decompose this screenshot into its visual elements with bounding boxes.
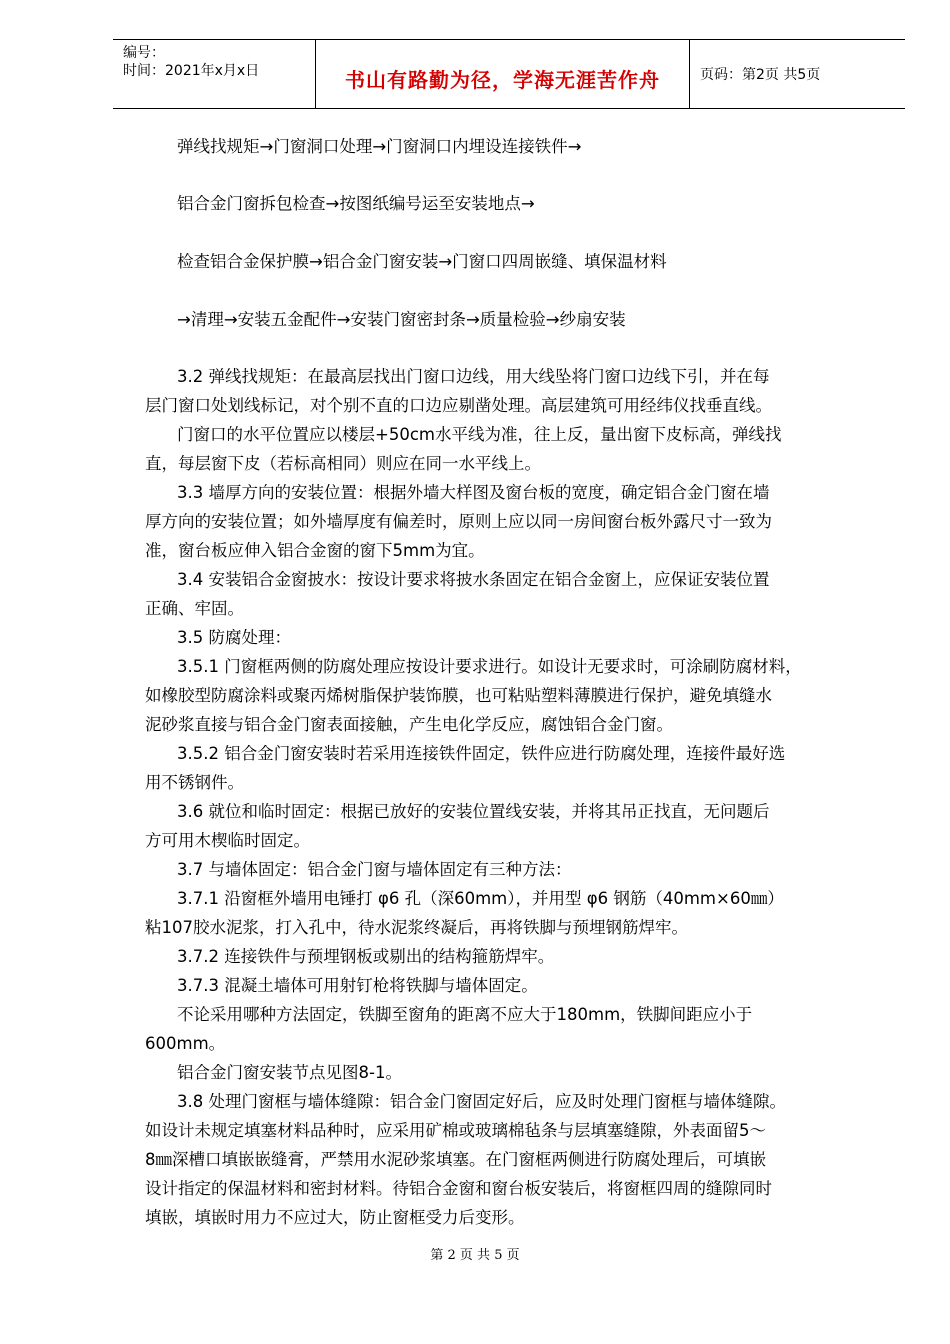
paragraph-line: 填嵌，填嵌时用力不应过大，防止窗框受力后变形。 bbox=[145, 1208, 525, 1227]
paragraph-line: 正确、牢固。 bbox=[145, 599, 244, 618]
paragraph-line: 厚方向的安装位置；如外墙厚度有偏差时，原则上应以同一房间窗台板外露尺寸一致为 bbox=[145, 512, 772, 531]
paragraph-line: 3.5.2 铝合金门窗安装时若采用连接铁件固定，铁件应进行防腐处理，连接件最好选 bbox=[177, 744, 786, 763]
process-line-3: 检查铝合金保护膜→铝合金门窗安装→门窗口四周嵌缝、填保温材料 bbox=[177, 252, 667, 271]
paragraph-line: 3.7 与墙体固定：铝合金门窗与墙体固定有三种方法： bbox=[177, 860, 572, 879]
paragraph-line: 准，窗台板应伸入铝合金窗的窗下5mm为宜。 bbox=[145, 541, 485, 560]
paragraph-line: 3.2 弹线找规矩：在最高层找出门窗口边线，用大线坠将门窗口边线下引，并在每 bbox=[177, 367, 770, 386]
document-number-label: 编号： bbox=[123, 45, 165, 61]
paragraph-line: 3.5.1 门窗框两侧的防腐处理应按设计要求进行。如设计无要求时，可涂刷防腐材料， bbox=[177, 657, 802, 676]
process-line-4: →清理→安装五金配件→安装门窗密封条→质量检验→纱扇安装 bbox=[177, 310, 626, 329]
header-page-label: 页码：第2页 共5页 bbox=[700, 67, 821, 83]
paragraph-line: 如设计未规定填塞材料品种时，应采用矿棉或玻璃棉毡条与层填塞缝隙，外表面留5～ bbox=[145, 1121, 766, 1140]
paragraph-line: 方可用木楔临时固定。 bbox=[145, 831, 310, 850]
process-line-2: 铝合金门窗拆包检查→按图纸编号运至安装地点→ bbox=[177, 194, 535, 213]
process-line-1: 弹线找规矩→门窗洞口处理→门窗洞口内埋设连接铁件→ bbox=[177, 137, 582, 156]
paragraph-line: 3.6 就位和临时固定：根据已放好的安装位置线安装，并将其吊正找直，无问题后 bbox=[177, 802, 770, 821]
paragraph-line: 3.7.2 连接铁件与预埋钢板或剔出的结构箍筋焊牢。 bbox=[177, 947, 555, 966]
page-footer: 第 2 页 共 5 页 bbox=[430, 1248, 520, 1263]
paragraph-line: 3.4 安装铝合金窗披水：按设计要求将披水条固定在铝合金窗上，应保证安装位置 bbox=[177, 570, 770, 589]
header-meta-cell bbox=[113, 40, 316, 108]
document-time-label: 时间：2021年x月x日 bbox=[123, 63, 260, 79]
paragraph-line: 设计指定的保温材料和密封材料。待铝合金窗和窗台板安装后，将窗框四周的缝隙同时 bbox=[145, 1179, 772, 1198]
paragraph-line: 3.7.1 沿窗框外墙用电锤打 φ6 孔（深60mm），并用型 φ6 钢筋（40mm×60㎜） bbox=[177, 889, 784, 908]
paragraph-line: 门窗口的水平位置应以楼层+50cm水平线为准，往上反，量出窗下皮标高，弹线找 bbox=[177, 425, 782, 444]
paragraph-line: 粘107胶水泥浆，打入孔中，待水泥浆终凝后，再将铁脚与预埋钢筋焊牢。 bbox=[145, 918, 688, 937]
paragraph-line: 用不锈钢件。 bbox=[145, 773, 244, 792]
paragraph-line: 600mm。 bbox=[145, 1034, 226, 1053]
paragraph-line: 3.7.3 混凝土墙体可用射钉枪将铁脚与墙体固定。 bbox=[177, 976, 538, 995]
header-motto-cell bbox=[316, 40, 690, 108]
paragraph-line: 直，每层窗下皮（若标高相同）则应在同一水平线上。 bbox=[145, 454, 541, 473]
paragraph-line: 层门窗口处划线标记，对个别不直的口边应剔凿处理。高层建筑可用经纬仪找垂直线。 bbox=[145, 396, 772, 415]
paragraph-line: 不论采用哪种方法固定，铁脚至窗角的距离不应大于180mm，铁脚间距应小于 bbox=[177, 1005, 753, 1024]
paragraph-line: 8㎜深槽口填嵌嵌缝膏，严禁用水泥砂浆填塞。在门窗框两侧进行防腐处理后，可填嵌 bbox=[145, 1150, 766, 1169]
paragraph-line: 3.3 墙厚方向的安装位置：根据外墙大样图及窗台板的宽度，确定铝合金门窗在墙 bbox=[177, 483, 770, 502]
paragraph-line: 泥砂浆直接与铝合金门窗表面接触，产生电化学反应，腐蚀铝合金门窗。 bbox=[145, 715, 673, 734]
header-motto: 书山有路勤为径，学海无涯苦作舟 bbox=[345, 68, 660, 92]
header-page-cell bbox=[690, 40, 905, 108]
paragraph-line: 如橡胶型防腐涂料或聚丙烯树脂保护装饰膜，也可粘贴塑料薄膜进行保护，避免填缝水 bbox=[145, 686, 772, 705]
page-header bbox=[113, 39, 905, 109]
paragraph-line: 3.8 处理门窗框与墙体缝隙：铝合金门窗固定好后，应及时处理门窗框与墙体缝隙。 bbox=[177, 1092, 786, 1111]
paragraph-line: 3.5 防腐处理： bbox=[177, 628, 291, 647]
paragraph-line: 铝合金门窗安装节点见图8-1。 bbox=[177, 1063, 402, 1082]
